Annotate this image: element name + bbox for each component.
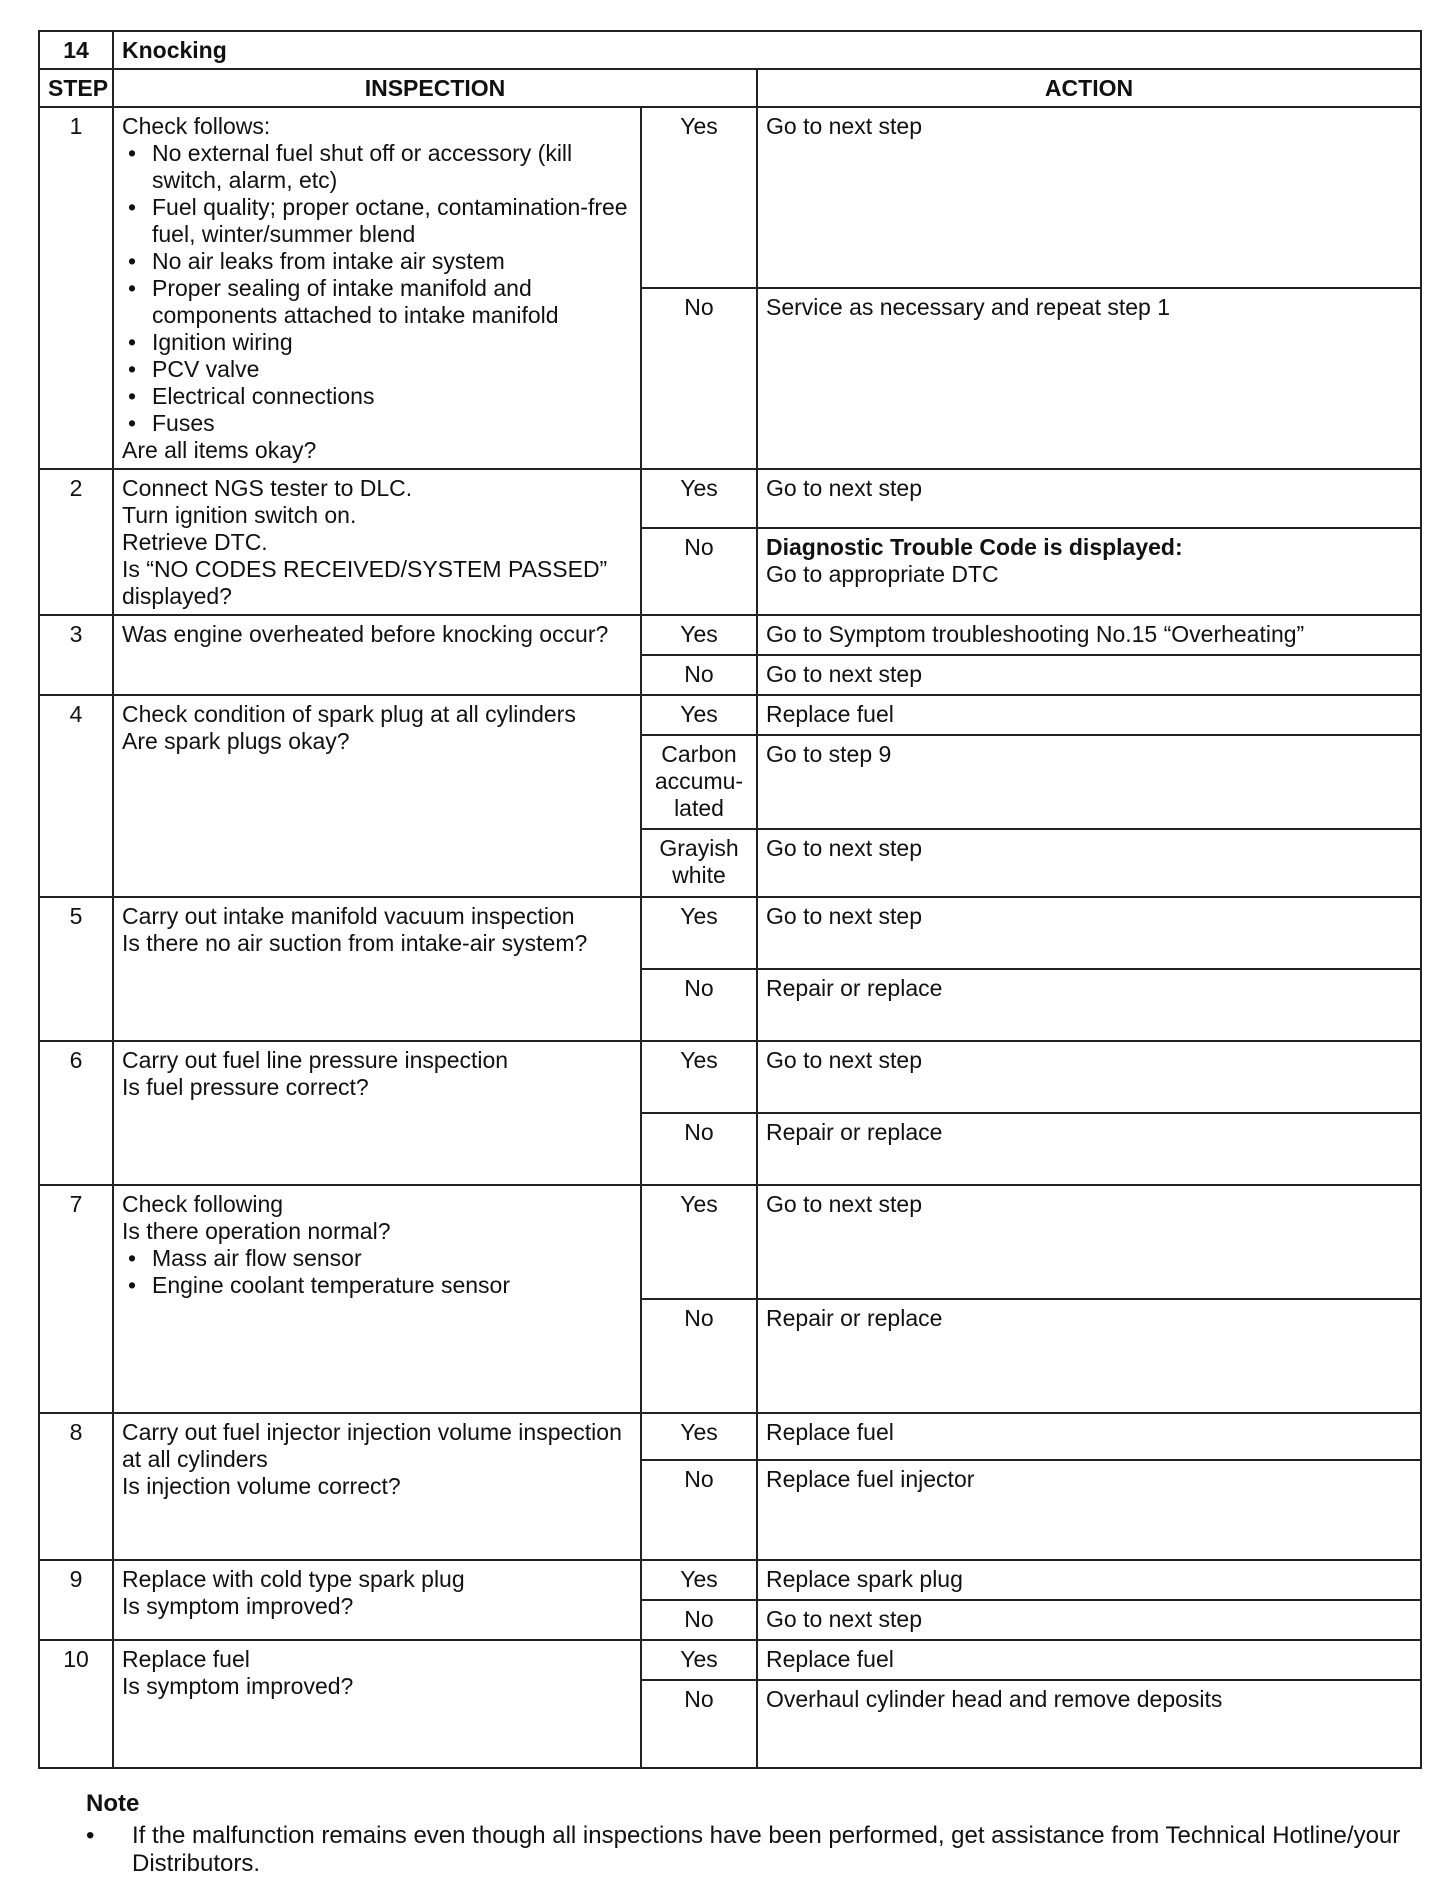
inspection-cell	[113, 897, 641, 1041]
inspection-line: Are spark plugs okay?	[122, 728, 350, 754]
result-cell: No	[641, 1299, 757, 1413]
action-text: Repair or replace	[766, 1119, 943, 1145]
inspection-cell	[113, 1640, 641, 1768]
result-cell: Yes	[641, 615, 757, 655]
inspection-bullet: • Mass air flow sensor	[122, 1245, 632, 1272]
step-number: 8	[39, 1413, 113, 1560]
table-row	[39, 695, 1421, 735]
inspection-line: Carry out intake manifold vacuum inspection	[122, 903, 575, 929]
table-row	[39, 469, 1421, 528]
table-row	[39, 1413, 1421, 1460]
result-cell: No	[641, 528, 757, 615]
note-section	[86, 1790, 1420, 1878]
table-row	[39, 1185, 1421, 1299]
action-text: Replace spark plug	[766, 1566, 963, 1592]
action-cell	[757, 615, 1421, 655]
inspection-bullet: • Engine coolant temperature sensor	[122, 1272, 632, 1299]
table-row	[39, 1640, 1421, 1680]
result-cell: No	[641, 1460, 757, 1560]
action-text: Go to next step	[766, 1191, 922, 1217]
step-number: 5	[39, 897, 113, 1041]
inspection-line: Carry out fuel line pressure inspection	[122, 1047, 509, 1073]
action-text: Replace fuel injector	[766, 1466, 975, 1492]
action-text: Go to next step	[766, 903, 922, 929]
action-text: Service as necessary and repeat step 1	[766, 294, 1171, 320]
inspection-question: Are all items okay?	[122, 437, 317, 463]
inspection-line: Was engine overheated before knocking occur?	[122, 621, 609, 647]
symptom-number: 14	[39, 31, 113, 69]
action-text: Replace fuel	[766, 701, 894, 727]
troubleshooting-table	[38, 30, 1422, 1769]
inspection-line: Retrieve DTC.	[122, 529, 268, 555]
result-cell: Carbon accumu-lated	[641, 735, 757, 829]
inspection-cell	[113, 615, 641, 695]
inspection-line: Turn ignition switch on.	[122, 502, 357, 528]
inspection-bullet: • Proper sealing of intake manifold and components attached to intake manifold	[122, 275, 632, 329]
inspection-line: Is there operation normal?	[122, 1218, 391, 1244]
inspection-line: Is symptom improved?	[122, 1673, 354, 1699]
troubleshooting-page	[38, 30, 1420, 1769]
inspection-bullet: • No air leaks from intake air system	[122, 248, 632, 275]
step-number: 6	[39, 1041, 113, 1185]
action-text: Go to Symptom troubleshooting No.15 “Overheating”	[766, 621, 1305, 647]
inspection-cell	[113, 1560, 641, 1640]
note-item: • If the malfunction remains even though all inspections have been performed, get assistance from Technical Hotline/your Distributors.	[86, 1822, 1420, 1878]
step-number: 9	[39, 1560, 113, 1640]
action-text: Go to next step	[766, 1606, 922, 1632]
action-cell	[757, 969, 1421, 1041]
column-header-row	[39, 69, 1421, 107]
action-heading: Diagnostic Trouble Code is displayed:	[766, 534, 1183, 561]
action-text: Replace fuel	[766, 1646, 894, 1672]
inspection-line: Carry out fuel injector injection volume inspection at all cylinders	[122, 1419, 622, 1472]
action-cell	[757, 735, 1421, 829]
action-cell	[757, 107, 1421, 288]
inspection-bullet: • Ignition wiring	[122, 329, 632, 356]
table-row	[39, 1560, 1421, 1600]
action-cell	[757, 1680, 1421, 1768]
action-cell	[757, 829, 1421, 897]
column-header-inspection: INSPECTION	[113, 69, 757, 107]
action-cell	[757, 695, 1421, 735]
inspection-bullet: • Fuel quality; proper octane, contamination-free fuel, winter/summer blend	[122, 194, 632, 248]
action-cell	[757, 1560, 1421, 1600]
column-header-step: STEP	[39, 69, 113, 107]
result-cell: Yes	[641, 1640, 757, 1680]
action-cell	[757, 1185, 1421, 1299]
column-header-action: ACTION	[757, 69, 1421, 107]
table-row	[39, 107, 1421, 288]
action-cell	[757, 1299, 1421, 1413]
result-cell: Yes	[641, 469, 757, 528]
step-number: 10	[39, 1640, 113, 1768]
action-text: Repair or replace	[766, 975, 943, 1001]
action-text: Replace fuel	[766, 1419, 894, 1445]
inspection-line: Is there no air suction from intake-air system?	[122, 930, 588, 956]
action-cell	[757, 897, 1421, 969]
action-text: Go to next step	[766, 835, 922, 861]
inspection-line: Replace fuel	[122, 1646, 250, 1672]
action-cell	[757, 1413, 1421, 1460]
step-number: 2	[39, 469, 113, 615]
inspection-line: Connect NGS tester to DLC.	[122, 475, 413, 501]
table-row	[39, 1041, 1421, 1113]
action-text: Go to appropriate DTC	[766, 561, 999, 588]
inspection-cell	[113, 695, 641, 897]
action-text: Overhaul cylinder head and remove deposits	[766, 1686, 1223, 1712]
result-cell: Yes	[641, 1413, 757, 1460]
result-cell: No	[641, 1113, 757, 1185]
action-text: Repair or replace	[766, 1305, 943, 1331]
action-cell	[757, 469, 1421, 528]
step-number: 1	[39, 107, 113, 469]
result-cell: Yes	[641, 695, 757, 735]
action-text: Go to step 9	[766, 741, 892, 767]
action-cell	[757, 1041, 1421, 1113]
result-cell: Yes	[641, 897, 757, 969]
action-cell	[757, 1640, 1421, 1680]
inspection-line: Replace with cold type spark plug	[122, 1566, 465, 1592]
result-cell: No	[641, 655, 757, 695]
action-cell	[757, 528, 1421, 615]
action-text: Go to next step	[766, 113, 922, 139]
action-cell	[757, 288, 1421, 469]
result-cell: Yes	[641, 1185, 757, 1299]
inspection-line: Is fuel pressure correct?	[122, 1074, 369, 1100]
step-number: 4	[39, 695, 113, 897]
step-number: 3	[39, 615, 113, 695]
result-cell: Yes	[641, 1041, 757, 1113]
step-number: 7	[39, 1185, 113, 1413]
action-cell	[757, 655, 1421, 695]
inspection-line: Is symptom improved?	[122, 1593, 354, 1619]
table-row	[39, 615, 1421, 655]
result-cell: Yes	[641, 1560, 757, 1600]
inspection-cell	[113, 1041, 641, 1185]
inspection-line: Check follows:	[122, 113, 271, 139]
inspection-bullet: • PCV valve	[122, 356, 632, 383]
result-cell: No	[641, 288, 757, 469]
result-cell: No	[641, 1680, 757, 1768]
action-cell	[757, 1113, 1421, 1185]
inspection-cell	[113, 469, 641, 615]
action-text: Go to next step	[766, 475, 922, 501]
result-cell: Grayish white	[641, 829, 757, 897]
inspection-line: Is injection volume correct?	[122, 1473, 401, 1499]
result-cell: Yes	[641, 107, 757, 288]
inspection-line: Check condition of spark plug at all cylinders	[122, 701, 576, 727]
symptom-title: Knocking	[113, 31, 1421, 69]
inspection-bullet: • Fuses	[122, 410, 632, 437]
result-cell: No	[641, 969, 757, 1041]
inspection-line: Check following	[122, 1191, 284, 1217]
result-cell: No	[641, 1600, 757, 1640]
inspection-cell	[113, 1185, 641, 1413]
table-title-row	[39, 31, 1421, 69]
note-title: Note	[86, 1790, 140, 1817]
action-cell	[757, 1460, 1421, 1560]
inspection-bullet: • Electrical connections	[122, 383, 632, 410]
inspection-bullet: • No external fuel shut off or accessory (kill switch, alarm, etc)	[122, 140, 632, 194]
action-cell	[757, 1600, 1421, 1640]
inspection-cell	[113, 107, 641, 469]
inspection-line: Is “NO CODES RECEIVED/SYSTEM PASSED” displayed?	[122, 556, 608, 609]
table-row	[39, 897, 1421, 969]
action-text: Go to next step	[766, 661, 922, 687]
action-text: Go to next step	[766, 1047, 922, 1073]
inspection-cell	[113, 1413, 641, 1560]
